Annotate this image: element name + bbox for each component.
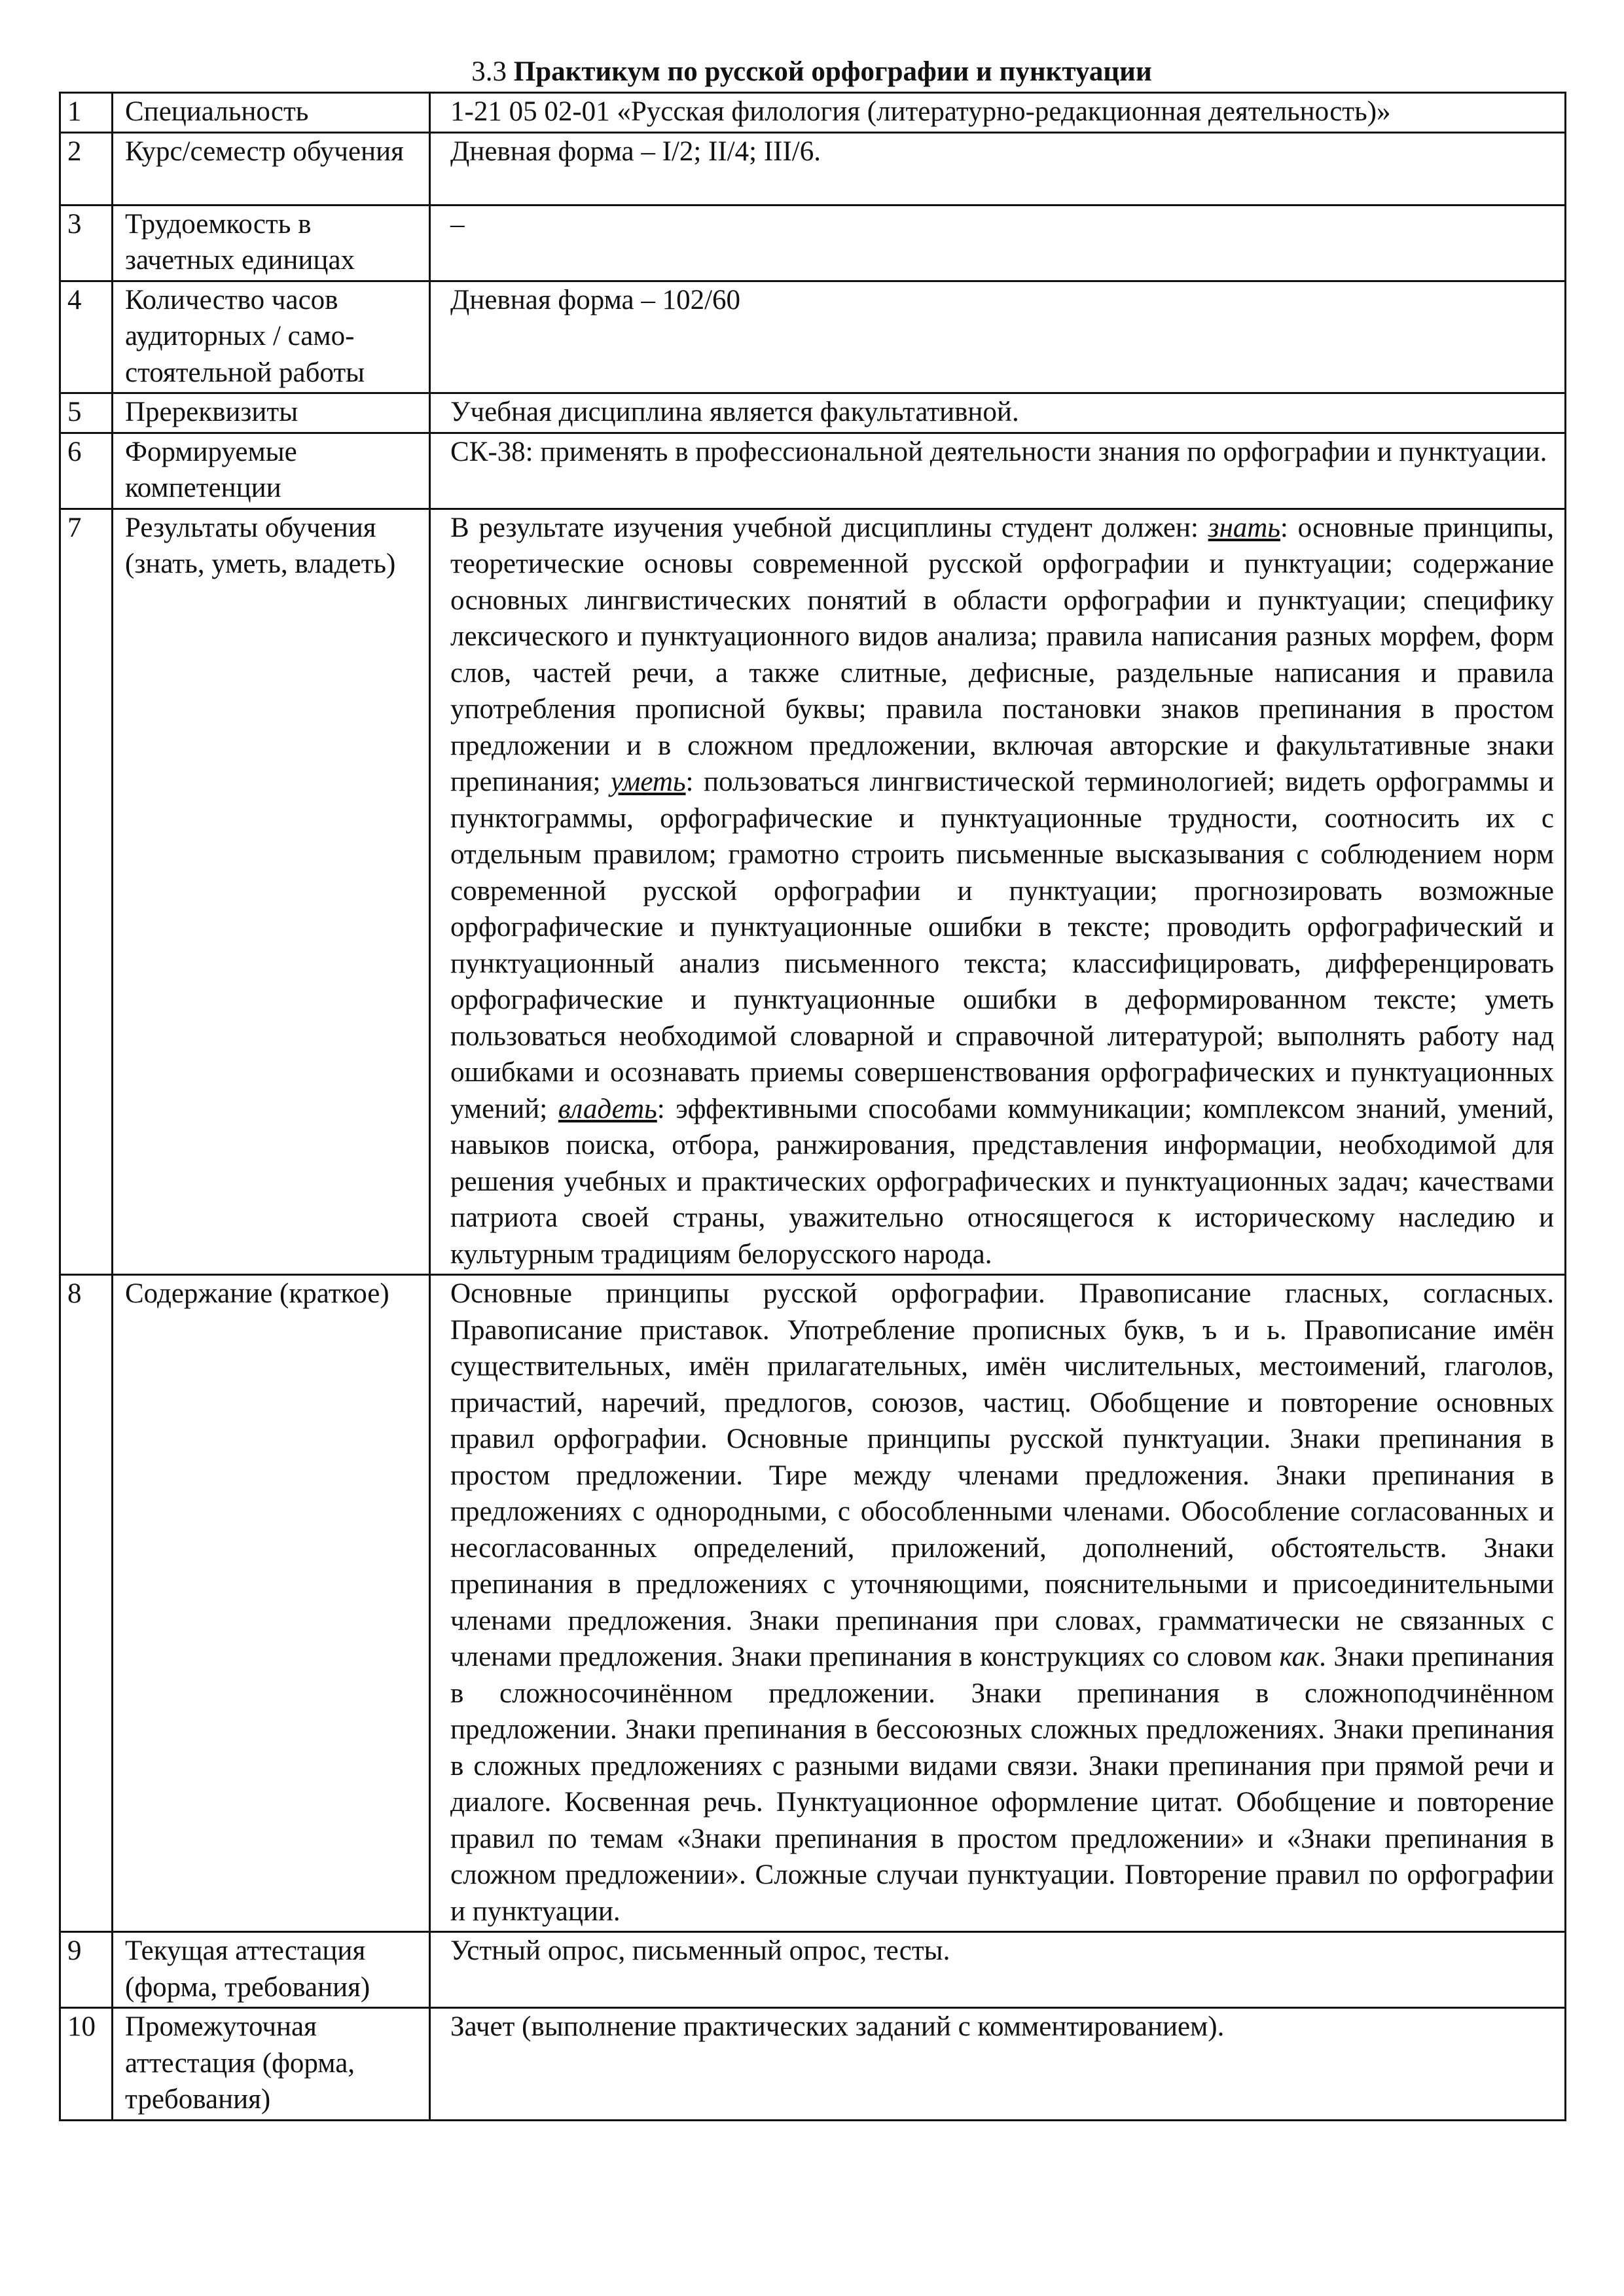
course-content (430, 1275, 1566, 1932)
table-row (60, 1275, 1566, 1932)
table-row (60, 1932, 1566, 2008)
row-value: – (430, 205, 1566, 281)
row-label: Формируемые компетенции (113, 433, 430, 509)
row-number: 5 (60, 393, 113, 433)
row-value: Учебная дисциплина является факультативной. (430, 393, 1566, 433)
row-number: 2 (60, 132, 113, 205)
row-value: СК-38: применять в профессиональной деятельности знания по орфографии и пунктуации. (430, 433, 1566, 509)
row-number: 8 (60, 1275, 113, 1932)
title-number: 3.3 (471, 56, 507, 87)
course-info-table (59, 92, 1566, 2121)
document-title (59, 54, 1564, 92)
table-row (60, 433, 1566, 509)
row-label: Содержание (краткое) (113, 1275, 430, 1932)
row-number: 4 (60, 281, 113, 393)
row-value: Дневная форма – 102/60 (430, 281, 1566, 393)
row-label: Пререквизиты (113, 393, 430, 433)
own-text: : эффективными способами коммуникации; комплексом знаний, умений, навыков поиска, отбора, ранжирования, представления информации, необходимой для решения учебных и практических орфографических и пунктуационных задач; качествами патриота своей страны, уважительно относящегося к историческому наследию и культурным традициям белорусского народа. (450, 1093, 1554, 1270)
row-number: 6 (60, 433, 113, 509)
table-row (60, 2008, 1566, 2121)
own-keyword: владеть (558, 1093, 657, 1124)
table-row (60, 281, 1566, 393)
row-number: 7 (60, 509, 113, 1275)
row-label: Трудоемкость в зачетных единицах (113, 205, 430, 281)
row-label: Промежуточная аттестация (форма, требования) (113, 2008, 430, 2121)
row-value: Дневная форма – I/2; II/4; III/6. (430, 132, 1566, 205)
table-row (60, 509, 1566, 1275)
table-row (60, 205, 1566, 281)
content-text-after: . Знаки препинания в сложносочинённом предложении. Знаки препинания в сложноподчинённом предложении. Знаки препинания в бессоюзных сложных предложениях. Знаки препинания в сложных предложениях с разными видами связи. Знаки препинания при прямой речи и диалоге. Косвенная речь. Пунктуационное оформление цитат. Обобщение и повторение правил по темам «Знаки препинания в простом предложении» и «Знаки препинания в сложном предложении». Сложные случаи пунктуации. Повторение правил по орфографии и пунктуации. (450, 1641, 1554, 1927)
content-text-before: Основные принципы русской орфографии. Правописание гласных, согласных. Правописание приставок. Употребление прописных букв, ъ и ь. Правописание имён существительных, имён прилагательных, имён числительных, местоимений, глаголов, причастий, наречий, предлогов, союзов, частиц. Обобщение и повторение основных правил орфографии. Основные принципы русской пунктуации. Знаки препинания в простом предложении. Тире между членами предложения. Знаки препинания в предложениях с однородными, с обособленными членами. Обособление согласованных и несогласованных определений, приложений, дополнений, обстоятельств. Знаки препинания в предложениях с уточняющими, пояснительными и присоединительными членами предложения. Знаки препинания при словах, грамматически не связанных с членами предложения. Знаки препинания в конструкциях со словом (450, 1278, 1554, 1672)
learning-outcomes (430, 509, 1566, 1275)
row-value: Устный опрос, письменный опрос, тесты. (430, 1932, 1566, 2008)
table-row (60, 93, 1566, 133)
table-row (60, 393, 1566, 433)
document-page (59, 54, 1564, 2121)
row-value: Зачет (выполнение практических заданий с комментированием). (430, 2008, 1566, 2121)
row-number: 10 (60, 2008, 113, 2121)
can-keyword: уметь (610, 766, 686, 797)
row-label: Результаты обучения (знать, уметь, владеть) (113, 509, 430, 1275)
row-number: 3 (60, 205, 113, 281)
know-keyword: знать (1208, 512, 1280, 543)
can-text: : пользоваться лингвистической терминологией; видеть орфограммы и пунктограммы, орфографические и пунктуационные трудности, соотносить их с отдельным правилом; грамотно строить письменные высказывания с соблюдением норм современной русской орфографии и пунктуации; прогнозировать возможные орфографические и пунктуационные ошибки в тексте; проводить орфографический и пунктуационный анализ письменного текста; классифицировать, дифференцировать орфографические и пунктуационные ошибки в деформированном тексте; уметь пользоваться необходимой словарной и справочной литературой; выполнять работу над ошибками и осознавать приемы совершенствования орфографических и пунктуационных умений; (450, 766, 1555, 1124)
table-row (60, 132, 1566, 205)
know-text: : основные принципы, теоретические основы современной русской орфографии и пунктуации; содержание основных лингвистических понятий в области орфографии и пунктуации; специфику лексического и пунктуационного видов анализа; правила написания разных морфем, форм слов, частей речи, а также слитные, дефисные, раздельные написания и правила употребления прописной буквы; правила постановки знаков препинания в простом предложении и в сложном предложении, включая авторские и факультативные знаки препинания; (450, 512, 1554, 797)
row-label: Специальность (113, 93, 430, 133)
title-text: Практикум по русской орфографии и пунктуации (513, 56, 1152, 87)
content-italic-word: как (1279, 1641, 1320, 1672)
outcomes-intro: В результате изучения учебной дисциплины студент должен: (450, 512, 1208, 543)
row-number: 1 (60, 93, 113, 133)
row-number: 9 (60, 1932, 113, 2008)
row-label: Количество часов аудиторных / само-стоятельной работы (113, 281, 430, 393)
row-label: Текущая аттестация (форма, требования) (113, 1932, 430, 2008)
row-value: 1-21 05 02-01 «Русская филология (литературно-редакционная деятельность)» (430, 93, 1566, 133)
row-label: Курс/семестр обучения (113, 132, 430, 205)
